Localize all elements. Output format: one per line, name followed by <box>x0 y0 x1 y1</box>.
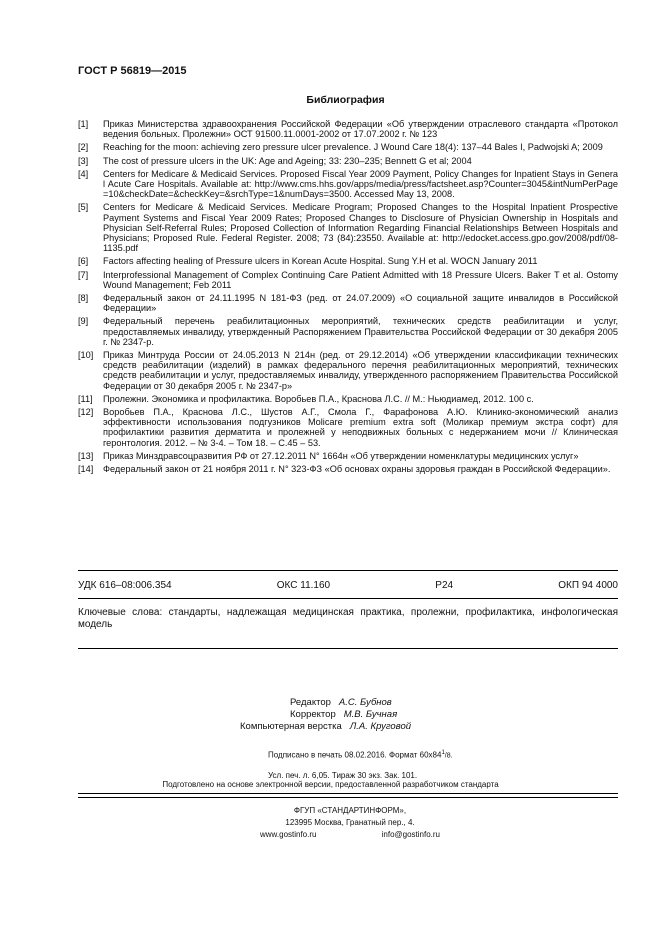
print-info-line-1 <box>268 747 453 763</box>
publisher-site-link[interactable]: www.gostinfo.ru <box>260 830 317 839</box>
publisher-contacts <box>260 829 440 841</box>
format-fraction-numerator: 1 <box>441 750 445 756</box>
bibliography-text: Centers for Medicare & Medicaid Services. Medicare Program; Proposed Changes to the Hospital Inpatient Prospective Payment Systems and Fiscal Year 2009 Rates; Proposed Changes to Disclosure of Physician Ownership in Hospitals and Physician Self-Referral Rules; Proposed Collection of Information Regarding Financial Relationships Between Hospitals and Physicians; Proposed Rule. Federal Register. 2008; 73 (84):23550. Available at: http://edocket.access.gpo.gov/2008/pdf/08-1135.pdf <box>103 202 618 254</box>
bibliography-text: Reaching for the moon: achieving zero pressure ulcer prevalence. J Wound Care 18(4): 137–44 Bales I, Padwojski A; 2009 <box>103 142 603 153</box>
bibliography-item <box>78 394 618 404</box>
bibliography-text: Федеральный перечень реабилитационных мероприятий, технических средств реабилитации и услуг, предоставляемых инвалиду, утвержденный Распоряжением Правительства Российской Федерации от 30 декабря 2005 г. № 2347-р. <box>103 316 618 347</box>
bibliography-text: Centers for Medicare & Medicaid Services. Proposed Fiscal Year 2009 Payment, Policy Changes for Inpatient Stays in General Acute Care Hospitals. Available at: http://www.cms.hhs.gov/apps/media/press/factsheet.asp?Counter=3045&intNumPerPage=10&checkDate=&checkKey=&srchType=1&numDays=3500. Accessed May 13, 2008. <box>103 168 618 200</box>
print-info-line-2: Усл. печ. л. 6,05. Тираж 30 экз. Зак. 101. <box>268 770 418 780</box>
bibliography-item <box>78 202 618 253</box>
page-header-standard: ГОСТ Р 56819—2015 <box>78 65 187 77</box>
bibliography-number: [13] <box>78 450 94 461</box>
publisher-name: ФГУП «СТАНДАРТИНФОРМ», <box>293 806 407 815</box>
layout-row <box>240 721 411 733</box>
okp-code: ОКП 94 4000 <box>558 580 618 591</box>
bibliography-item <box>78 256 618 266</box>
classification-codes <box>78 580 618 591</box>
bibliography-text: Федеральный закон от 21 ноября 2011 г. N° 323-ФЗ «Об основах охраны здоровья граждан в Российской Федерации». <box>103 464 611 475</box>
bibliography-item <box>78 119 618 139</box>
r-code: Р24 <box>435 580 454 591</box>
bibliography-item <box>78 156 618 166</box>
corrector-name: М.В. Бучная <box>343 709 398 720</box>
bibliography-number: [3] <box>78 155 89 166</box>
publisher-address: 123995 Москва, Гранатный пер., 4. <box>285 818 415 827</box>
bibliography-number: [8] <box>78 293 89 304</box>
prepared-note: Подготовлено на основе электронной версии, предоставленной разработчиком стандарта <box>162 780 499 789</box>
bibliography-number: [10] <box>78 350 94 361</box>
bibliography-item <box>78 451 618 461</box>
divider-bottom <box>78 648 618 649</box>
print-info-signed: Подписано в печать 08.02.2016. Формат 60x84 <box>268 750 442 760</box>
divider-prepared <box>78 793 618 794</box>
bibliography-number: [1] <box>78 119 89 129</box>
bibliography-number: [5] <box>78 202 89 213</box>
bibliography-number: [2] <box>78 142 89 153</box>
bibliography-item <box>78 169 618 200</box>
editor-label: Редактор <box>290 697 331 708</box>
bibliography-text: The cost of pressure ulcers in the UK: Age and Ageing; 33: 230–235; Bennett G et al; 2004 <box>103 155 472 166</box>
layout-name: Л.А. Круговой <box>349 721 412 732</box>
bibliography-number: [9] <box>78 316 89 327</box>
udk-code: УДК 616–08:006.354 <box>78 580 172 591</box>
keywords: Ключевые слова: стандарты, надлежащая медицинская практика, пролежни, профилактика, инфологическая модель <box>78 607 618 630</box>
oks-code: ОКС 11.160 <box>276 580 331 591</box>
bibliography-text: Воробьев П.А., Краснова Л.С., Шустов А.Г., Смола Г., Фарафонова А.Ю. Клинико-экономический анализ эффективности использования подгузников Molicare premium extra soft (Моликар премиум экстра софт) для профилактики развития дерматита и пролежней у неподвижных больных с недержанием мочи // Клиническая геронтология. 2012. – № 3-4. – Том 18. – С.45 – 53. <box>103 407 618 448</box>
bibliography-item <box>78 270 618 290</box>
publisher-block <box>260 805 440 841</box>
bibliography-text: Пролежни. Экономика и профилактика. Воробьев П.А., Краснова Л.С. // М.: Ньюдиамед, 2012. 100 с. <box>103 393 534 404</box>
bibliography-item <box>78 464 618 474</box>
divider-middle <box>78 598 618 599</box>
bibliography-title: Библиография <box>306 94 385 106</box>
bibliography-item <box>78 407 618 448</box>
bibliography-item <box>78 142 618 152</box>
divider-prepared-bottom <box>78 797 618 798</box>
bibliography-number: [14] <box>78 464 94 475</box>
bibliography-list <box>78 119 618 477</box>
layout-label: Компьютерная верстка <box>240 721 342 732</box>
bibliography-text: Приказ Минтруда России от 24.05.2013 N 214н (ред. от 29.12.2014) «Об утверждении классификации технических средств реабилитации (изделий) в рамках федерального перечня реабилитационных мероприятий, технических средств реабилитации и услуг, предоставляемых инвалиду, утвержденного распоряжением Правительства Российской Федерации от 30 декабря 2005 г. № 2347-р» <box>103 350 618 391</box>
bibliography-number: [4] <box>78 168 89 179</box>
bibliography-text: Приказ Минздравсоцразвития РФ от 27.12.2011 N° 1664н «Об утверждении номенклатуры медицинских услуг» <box>103 450 579 461</box>
corrector-label: Корректор <box>290 709 336 720</box>
bibliography-number: [12] <box>78 407 94 418</box>
bibliography-text: Федеральный закон от 24.11.1995 N 181-ФЗ (ред. от 24.07.2009) «О социальной защите инвалидов в Российской Федерации» <box>103 293 618 314</box>
bibliography-text: Interprofessional Management of Complex Continuing Care Patient Admitted with 18 Pressure Ulcers. Baker T et al. Ostomy Wound Management; Feb 2011 <box>103 269 618 290</box>
bibliography-number: [7] <box>78 269 89 280</box>
bibliography-item <box>78 316 618 347</box>
print-info <box>268 747 453 782</box>
corrector-row <box>290 709 411 721</box>
bibliography-number: [11] <box>78 393 93 404</box>
bibliography-item <box>78 350 618 391</box>
bibliography-text: Приказ Министерства здравоохранения Российской Федерации «Об утверждении отраслевого стандарта «Протокол ведения больных. Пролежни» ОСТ 91500.11.0001-2002 от 17.07.2002 г. № 123 <box>103 119 618 140</box>
divider-top <box>78 570 618 571</box>
format-fraction-denominator: /8. <box>444 752 453 760</box>
bibliography-number: [6] <box>78 256 89 267</box>
credits-block <box>240 697 412 733</box>
editor-row <box>290 697 411 709</box>
bibliography-item <box>78 293 618 313</box>
bibliography-text: Factors affecting healing of Pressure ulcers in Korean Acute Hospital. Sung Y.H et al. WOCN January 2011 <box>103 256 538 267</box>
publisher-email-link[interactable]: info@gostinfo.ru <box>381 830 440 839</box>
editor-name: А.С. Бубнов <box>338 697 392 708</box>
